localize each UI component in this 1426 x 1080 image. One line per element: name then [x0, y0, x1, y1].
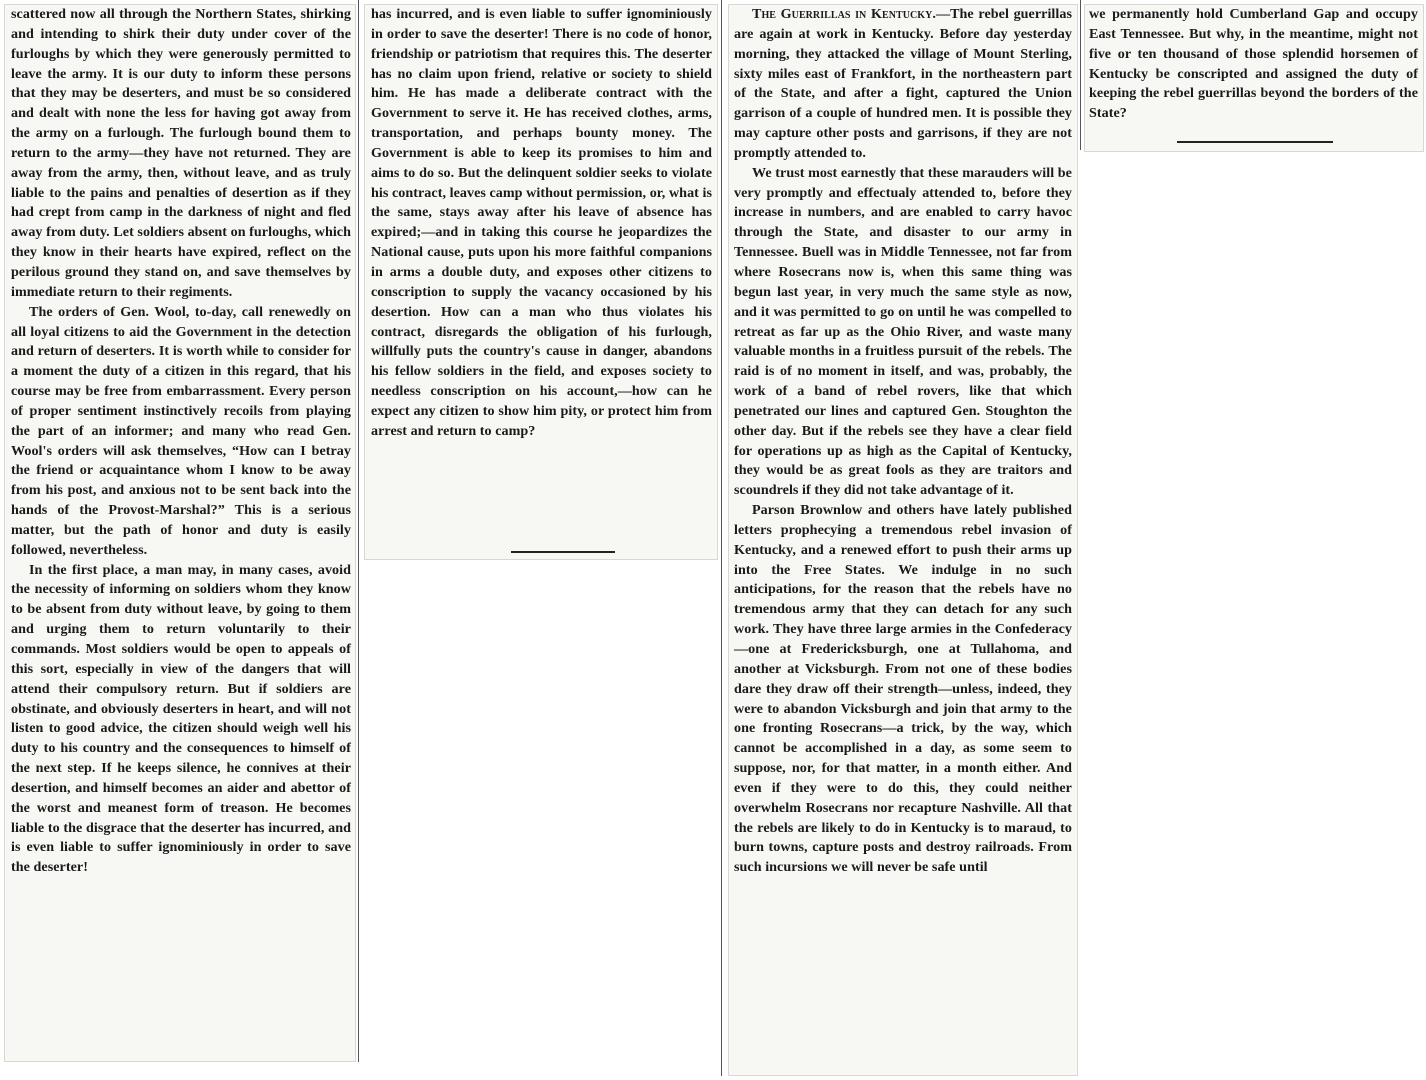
col3-paragraph-3: Parson Brownlow and others have lately published letters prophecying a tremendous rebel invasion of Kentucky, and a renewed effort to push their arms up into the Free States. We indulge in no such anticipations, for the reason that the rebels have no tremendous army that they can detach for any such work. They have three large armies in the Confederacy—one at Fredericksburgh, one at Tullahoma, and another at Vicksburgh. From not one of these bodies dare they draw off their strength—unless, indeed, they were to abandon Vicksburgh and join that army to the one fronting Rosecrans—a trick, by the way, which cannot be accomplished in a day, as some seem to suppose, nor, for that matter, in a month either. And even if they were to do this, they could neither overwhelm Rosecrans nor recapture Nashville. All that the rebels are likely to do in Kentucky is to maraud, to burn towns, capture posts and destroy railroads. From such incursions we will never be safe until	[734, 502, 1072, 876]
col1-paragraph-2: The orders of Gen. Wool, to-day, call renewedly on all loyal citizens to aid the Government in the detection and return of deserters. It is worth while to consider for a moment the duty of a citizen in this regard, that his course may be free from embarrassment. Every person of proper sentiment instinctively recoils from playing the part of an informer; and many who read Gen. Wool's orders will ask themselves, “How can I betray the friend or acquaintance whom I know to be away from his post, and anxious not to be sent back into the hands of the Provost-Marshal?” This is a serious matter, but the path of honor and duty is easily followed, nevertheless.	[11, 303, 351, 558]
section-end-rule	[1177, 141, 1333, 143]
col3-paragraph-2: We trust most earnestly that these marauders will be very promptly and effectualy attended to, before they increase in numbers, and are enabled to carry havoc through the State, and disaster to our army in Tennessee. Buell was in Middle Tennessee, not far from where Rosecrans now is, when this same thing was begun last year, in very much the same style as now, and it was permitted to go on until he was compelled to retreat as far up as the Ohio River, and waste many valuable months in a fruitless pursuit of the rebels. The raid is of no moment in itself, and was, probably, the work of a band of rebel rovers, like that which penetrated our lines and captured Gen. Stoughton the other day. But if the rebels see they have a clear field for operations up as high as the Capital of Kentucky, they would be as great fools as they are traitors and scoundrels if they did not take advantage of it.	[734, 164, 1072, 499]
article-column-1	[4, 4, 356, 1062]
article-column-2	[364, 4, 718, 560]
col4-paragraph-1: we permanently hold Cumberland Gap and occupy East Tennessee. But why, in the meantime, might not five or ten thousand of those splendid horsemen of Kentucky be conscripted and assigned the duty of keeping the rebel guerrillas beyond the borders of the State?	[1089, 6, 1418, 122]
article-column-3	[728, 4, 1078, 1076]
col2-paragraph-1: has incurred, and is even liable to suffer ignominiously in order to save the deserter! There is no code of honor, friendship or patriotism that requires this. The deserter has no claim upon friend, relative or society to shield him. He has made a deliberate contract with the Government to serve it. He has received clothes, arms, transportation, and perhaps bounty money. The Government is able to keep its promises to him and aims to do so. But the delinquent soldier seeks to violate his contract, leaves camp without permission, or, what is the same, stays away after his leave of absence has expired;—and in taking this course he jeopardizes the National cause, puts upon his more faithful companions in arms a double duty, and exposes other citizens to conscription to supply the vacancy occasioned by his desertion. How can a man who thus violates his contract, disregards the obligation of his furlough, willfully puts the country's cause in danger, abandons his fellow soldiers in the field, and exposes society to needless conscription on his account,—how can he expect any citizen to show him pity, or protect him from arrest and return to camp?	[371, 6, 712, 439]
col3-paragraph-1-text: The rebel guerrillas are again at work in Kentucky. Before day yesterday morning, they attacked the village of Mount Sterling, sixty miles east of Frankfort, in the northeastern part of the State, and after a fight, captured the Union garrison of a couple of hundred men. It is possible they may capture other posts and garrisons, if they are not promptly attended to.	[734, 6, 1072, 161]
article-column-4	[1084, 4, 1424, 152]
col1-paragraph-3: In the first place, a man may, in many cases, avoid the necessity of informing on soldiers whom they know to be absent from duty without leave, by going to them and urging them to return voluntarily to their commands. Most soldiers would be open to appeals of this sort, especially in view of the dangers that will attend their compulsory return. But if soldiers are obstinate, and obviously deserters in heart, and will not listen to good advice, the citizen should weigh well his duty to his country and the consequences to himself of the next step. If he keeps silence, he connives at their desertion, and himself becomes an aider and abettor of the worst and meanest form of treason. He becomes liable to the disgrace that the deserter has incurred, and is even liable to suffer ignominiously in order to save the deserter!	[11, 561, 351, 876]
column-divider	[358, 0, 359, 1062]
column-divider	[1080, 0, 1081, 150]
col1-paragraph-1: scattered now all through the Northern States, shirking and intending to shirk their duty under cover of the furloughs by which they were generously permitted to leave the army. It is our duty to inform these persons that they may be deserters, and must be so considered and dealt with none the less for having got away from the army on a furlough. The furlough bound them to return to the army—they have not returned. They are away from the army, then, without leave, and as truly liable to the pains and penalties of desertion as if they had crept from camp in the darkness of night and fled away from duty. Let soldiers absent on furloughs, which they know in their hearts have expired, reflect on the perilous ground they stand on, and save themselves by immediate return to their regiments.	[11, 6, 351, 300]
article-heading: The Guerrillas in Kentucky.	[752, 6, 936, 22]
section-end-rule	[511, 551, 615, 553]
col3-paragraph-1: The Guerrillas in Kentucky.—The rebel guerrillas are again at work in Kentucky. Before day yesterday morning, they attacked the village of Mount Sterling, sixty miles east of Frankfort, in the northeastern part of the State, and after a fight, captured the Union garrison of a couple of hundred men. It is possible they may capture other posts and garrisons, if they are not promptly attended to.	[734, 6, 1072, 161]
column-divider	[721, 0, 722, 1076]
